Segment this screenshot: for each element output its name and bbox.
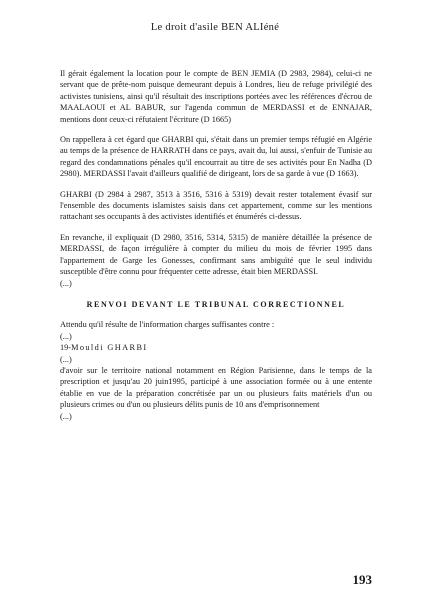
accused-name: Mouldi GHARBI <box>71 343 148 353</box>
ellipsis: (...) <box>60 411 72 421</box>
ellipsis: (...) <box>60 278 72 288</box>
ellipsis: (...) <box>60 354 72 364</box>
document-body <box>60 68 372 422</box>
paragraph-merdassi-presence: En revanche, il expliquait (D 2980, 3516, 5314, 5315) de manière détaillée la présence de MERDASSI, de façon irrégulière à compter du milieu du mois de février 1995 dans l'appartement de Garge les Gonesses, confirmant sans ambiguïté que le seul individu susceptible d'être connu pour fréquenter cette adresse, était bien MERDASSI. <box>60 232 372 277</box>
paragraph-offense: d'avoir sur le territoire national notamment en Région Parisienne, dans le temps de la prescription et jusqu'au 20 juin1995, participé à une association formée ou à une entente établie en vue de la préparation concrétisée par un ou plusieurs faits matériels d'un ou plusieurs crimes ou d'un ou plusieurs délits punis de 10 ans d'emprisonnement <box>60 365 372 410</box>
ellipsis: (...) <box>60 331 72 341</box>
paragraph-location: Il gérait également la location pour le compte de BEN JEMIA (D 2983, 2984), celui-ci ne servant que de prête-nom puisque demeurant depuis à Londres, lieu de refuge privilégié des activistes tunisiens, ainsi qu'il résultait des inscriptions portées avec les références d'écrou de MAALAOUI et AL BABUR, sur l'agenda commun de MERDASSI et de ENNAJAR, mentions dont ceux-ci réfutaient l'écriture (D 1665) <box>60 69 372 124</box>
running-header: Le droit d'asile BEN ALIéné <box>150 22 280 33</box>
paragraph-charges: Attendu qu'il résulte de l'information charges suffisantes contre : <box>60 320 275 330</box>
paragraph-gharbi-refuge: On rappellera à cet égard que GHARBI qui, s'était dans un premier temps réfugié en Algérie au temps de la présence de HARRATH dans ce pays, avait du, lui aussi, s'enfuir de Tunisie au regard des condamnations pénales qu'il encourrait au titre de ses activités pour En Nadha (D 2980). MERDASSI l'avait d'ailleurs qualifié de dirigeant, lors de sa garde à vue (D 1663). <box>60 135 372 179</box>
accused-line <box>60 342 372 353</box>
accused-number: 19- <box>60 343 72 353</box>
page-number: 193 <box>352 572 372 587</box>
paragraph-gharbi-evasive: GHARBI (D 2984 à 2987, 3513 à 3516, 5316 à 5319) devait rester totalement évasif sur l'ensemble des documents islamistes saisis dans cet appartement, comme sur les mentions rattachant ses occupants à des activistes identifiés et énumérés ci-dessus. <box>60 189 372 222</box>
section-heading: RENVOI DEVANT LE TRIBUNAL CORRECTIONNEL <box>86 299 346 309</box>
